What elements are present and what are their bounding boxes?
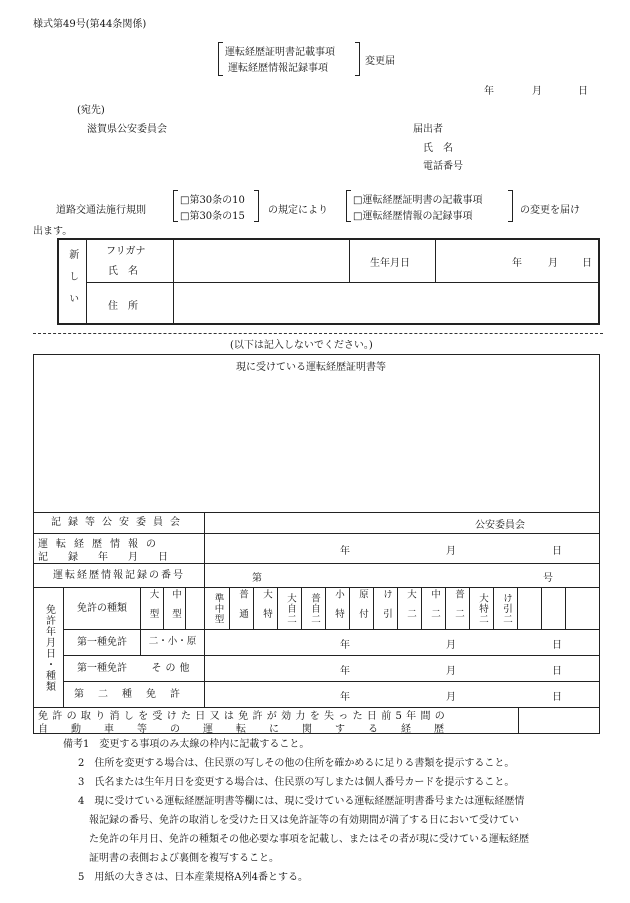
type-dai2: 大二 [404, 589, 416, 628]
note-4-line-4: 証明書の表側および裏側を複写すること。 [89, 853, 279, 864]
applicant-phone-label: 電話番号 [423, 161, 463, 172]
record-date-month: 月 [446, 546, 456, 557]
note-5: 5 用紙の大きさは、日本産業規格A列4番とする。 [78, 872, 308, 883]
type-futsu: 普通 [236, 589, 248, 628]
divider [33, 533, 600, 534]
statement-end-2: 出ます。 [33, 226, 73, 237]
applicant-label: 届出者 [413, 124, 443, 135]
type-daiji2: 大自二 [284, 592, 296, 625]
type-daitoku: 大特 [260, 589, 272, 628]
divider [541, 587, 542, 629]
divider [185, 587, 186, 629]
row2-year: 年 [340, 666, 350, 677]
type-junchugata: 準中型 [212, 592, 224, 625]
type-oogata: 大型 [147, 589, 159, 628]
row2-month: 月 [446, 666, 456, 677]
row1-month: 月 [446, 640, 456, 651]
divider [517, 587, 518, 629]
date-day: 日 [578, 86, 588, 97]
revoke-label-1: 免許の取り消しを受けた日又は免許が効力を失った日前5年間の [38, 711, 450, 722]
commission-label: 記録等公安委員会 [51, 517, 187, 529]
name-input[interactable] [175, 240, 347, 281]
note-4-line-1: 4 現に受けている運転経歴証明書等欄には、現に受けている運転経歴証明書番号または運転経歴情 [78, 796, 525, 807]
address-input[interactable] [175, 284, 598, 323]
title-bracket-right [355, 42, 360, 76]
record-date-day: 日 [552, 546, 562, 557]
record-date-label-1: 運転経歴情報の [38, 539, 164, 550]
birth-month: 月 [548, 258, 558, 269]
title-item-record: 運転経歴情報記録事項 [228, 63, 328, 74]
divider [518, 707, 519, 734]
applicant-name-label: 氏 名 [423, 143, 453, 154]
divider [349, 238, 350, 282]
row3-month: 月 [446, 692, 456, 703]
row1-sub: 二・小・原 [148, 636, 197, 648]
new-side-label: 新しい [66, 249, 78, 315]
record-number-prefix: 第 [252, 573, 262, 584]
record-number-suffix: 号 [543, 573, 553, 584]
type-kotoku: 小特 [332, 589, 344, 628]
article-checkbox-15[interactable]: □第30条の15 [180, 211, 245, 222]
cut-line [33, 333, 603, 334]
note-4-line-3: た免許の年月日、免許の種類その他必要な事項を記載し、またはその者が現に受けている運転経歴 [89, 834, 529, 845]
furigana-label: フリガナ [106, 246, 146, 257]
form-number: 様式第49号(第44条関係) [33, 19, 147, 30]
statement-end: の変更を届け [520, 205, 580, 216]
type-gentsuki: 原付 [356, 589, 368, 628]
divider [435, 238, 436, 282]
birth-label: 生年月日 [370, 258, 410, 269]
license-type-label: 免許の種類 [77, 602, 127, 614]
title-item-certificate: 運転経歴証明書記載事項 [225, 47, 335, 58]
row1-day: 日 [552, 640, 562, 651]
row2-day: 日 [552, 666, 562, 677]
recipient: 滋賀県公安委員会 [87, 124, 167, 135]
type-daitoku2: 大特二 [476, 592, 488, 625]
row3-year: 年 [340, 692, 350, 703]
birth-day: 日 [582, 258, 592, 269]
current-cert-label: 現に受けている運転経歴証明書等 [236, 362, 386, 373]
record-number-label: 運転経歴情報記録の番号 [53, 569, 185, 581]
note-1: 備考1 変更する事項のみ太線の枠内に記載すること。 [63, 739, 310, 750]
divider [86, 282, 600, 283]
item-checkbox-record[interactable]: □運転経歴情報の記録事項 [353, 211, 473, 222]
row3-label: 第二種免許 [74, 688, 194, 700]
date-month: 月 [532, 86, 542, 97]
name-label: 氏 名 [108, 266, 138, 277]
address-label: 住 所 [108, 301, 138, 312]
office-note: (以下は記入しないでください。) [230, 340, 373, 351]
item-bracket-left [346, 190, 351, 222]
revoke-label-2: 自動車等の運転に関する経歴 [38, 724, 467, 735]
type-fu2: 普二 [452, 589, 464, 628]
law-name: 道路交通法施行規則 [56, 205, 146, 216]
statement-mid: の規定により [268, 205, 328, 216]
row1-year: 年 [340, 640, 350, 651]
row2-label: 第一種免許 [77, 662, 127, 674]
row1-label: 第一種免許 [77, 636, 127, 648]
title-suffix: 変更届 [365, 56, 395, 67]
record-date-label-2: 記録年月日 [38, 552, 188, 563]
item-bracket-right [508, 190, 513, 222]
row3-day: 日 [552, 692, 562, 703]
article-bracket-right [254, 190, 259, 222]
license-side-label: 免許年月日・種類 [43, 603, 55, 692]
type-chu2: 中二 [428, 589, 440, 628]
item-checkbox-certificate[interactable]: □運転経歴証明書の記載事項 [353, 195, 483, 206]
row2-sub: その他 [151, 662, 194, 674]
commission-value: 公安委員会 [475, 520, 525, 531]
to-label: (宛先) [77, 105, 105, 116]
note-4-line-2: 報記録の番号、免許の取消しを受けた日又は免許証等の有効期間が満了する日において受けてい [89, 815, 519, 826]
article-checkbox-10[interactable]: □第30条の10 [180, 195, 245, 206]
record-date-year: 年 [340, 546, 350, 557]
article-bracket-left [173, 190, 178, 222]
type-chugata: 中型 [169, 589, 181, 628]
date-year: 年 [484, 86, 494, 97]
birth-year: 年 [512, 258, 522, 269]
divider [565, 587, 566, 629]
type-fuji2: 普自二 [308, 592, 320, 625]
title-bracket-left [218, 42, 223, 76]
note-3: 3 氏名または生年月日を変更する場合は、住民票の写しまたは個人番号カードを提示すること。 [78, 777, 515, 788]
type-kenin: け引 [380, 589, 392, 628]
note-2: 2 住所を変更する場合は、住民票の写しその他の住所を確かめるに足りる書類を提示すること。 [78, 758, 515, 769]
type-kenin2: け引二 [500, 592, 512, 625]
